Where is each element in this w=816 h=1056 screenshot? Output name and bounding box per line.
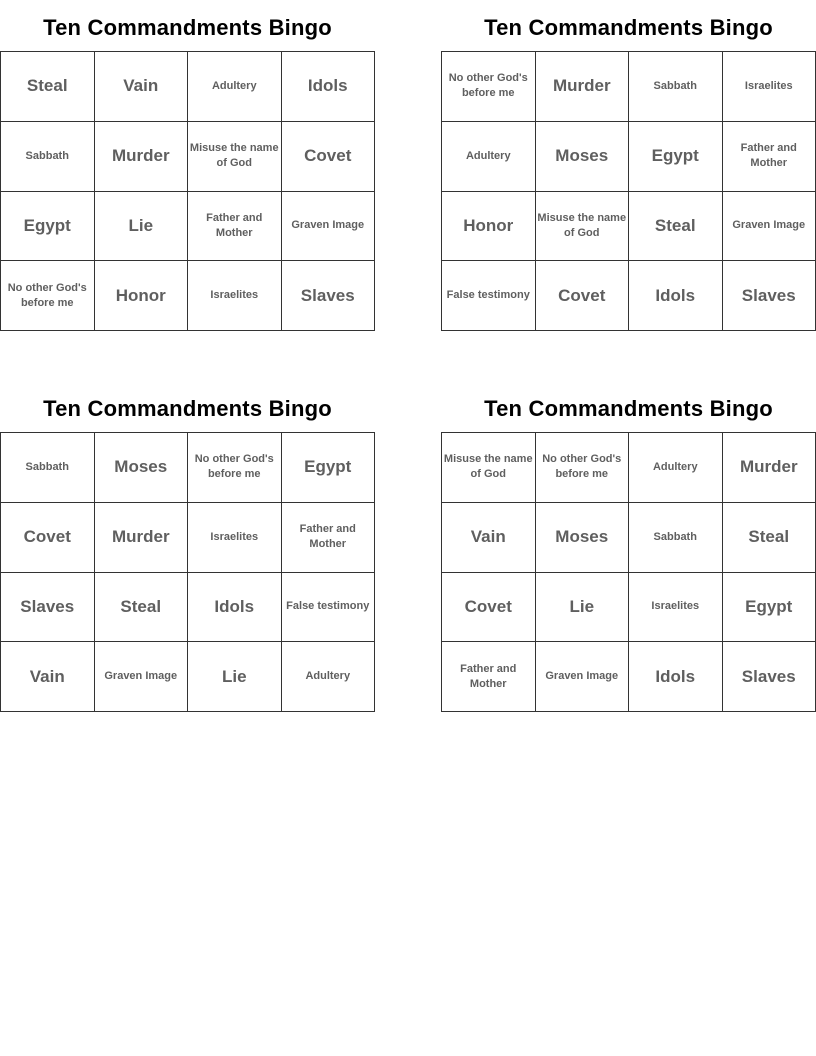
bingo-cell: Israelites [723,52,816,122]
bingo-cell: Steal [629,192,723,262]
bingo-cell: Father and Mother [282,503,376,573]
bingo-cell: Israelites [188,503,282,573]
bingo-cell: Sabbath [629,52,723,122]
bingo-cell: Honor [442,192,536,262]
bingo-cell: No other God's before me [1,261,95,331]
bingo-grid [441,432,816,712]
bingo-cell: Graven Image [282,192,376,262]
bingo-cell: Graven Image [723,192,816,262]
bingo-cell: Vain [1,642,95,712]
bingo-cell: Israelites [629,573,723,643]
bingo-cell: Sabbath [1,433,95,503]
bingo-cell: Adultery [629,433,723,503]
bingo-cell: Moses [95,433,189,503]
bingo-grid [441,51,816,331]
bingo-cell: Murder [95,503,189,573]
bingo-grid [0,51,375,331]
bingo-cell: Murder [536,52,630,122]
bingo-cell: Covet [442,573,536,643]
bingo-cell: Misuse the name of God [442,433,536,503]
bingo-grid [0,432,375,712]
bingo-cell: Egypt [629,122,723,192]
bingo-cell: Vain [95,52,189,122]
bingo-cell: Misuse the name of God [536,192,630,262]
bingo-cell: Covet [282,122,376,192]
bingo-cell: Egypt [723,573,816,643]
bingo-cell: Slaves [1,573,95,643]
bingo-cell: Sabbath [1,122,95,192]
bingo-cell: False testimony [282,573,376,643]
bingo-cell: Murder [723,433,816,503]
card-title: Ten Commandments Bingo [484,15,773,40]
bingo-cell: Adultery [442,122,536,192]
bingo-cell: Moses [536,122,630,192]
bingo-cell: Israelites [188,261,282,331]
bingo-cell: Adultery [188,52,282,122]
bingo-cell: Vain [442,503,536,573]
bingo-cell: Moses [536,503,630,573]
bingo-cell: Idols [188,573,282,643]
bingo-cell: Idols [629,642,723,712]
bingo-cell: Father and Mother [723,122,816,192]
bingo-cell: Steal [95,573,189,643]
bingo-cell: Lie [536,573,630,643]
bingo-cell: Covet [1,503,95,573]
bingo-cell: Honor [95,261,189,331]
bingo-cell: Lie [188,642,282,712]
bingo-cell: Sabbath [629,503,723,573]
bingo-cell: Steal [1,52,95,122]
bingo-cell: Graven Image [95,642,189,712]
bingo-cell: Idols [282,52,376,122]
bingo-cell: Egypt [282,433,376,503]
bingo-cell: Slaves [282,261,376,331]
bingo-cell: Steal [723,503,816,573]
bingo-cell: Father and Mother [188,192,282,262]
bingo-cell: Egypt [1,192,95,262]
bingo-cell: Slaves [723,642,816,712]
card-title: Ten Commandments Bingo [484,396,773,421]
card-title: Ten Commandments Bingo [43,15,332,40]
bingo-cell: Covet [536,261,630,331]
bingo-cell: No other God's before me [188,433,282,503]
bingo-cell: False testimony [442,261,536,331]
bingo-cell: Lie [95,192,189,262]
bingo-cell: No other God's before me [536,433,630,503]
bingo-cell: Slaves [723,261,816,331]
bingo-cell: Misuse the name of God [188,122,282,192]
bingo-cell: Idols [629,261,723,331]
bingo-cell: Father and Mother [442,642,536,712]
card-title: Ten Commandments Bingo [43,396,332,421]
bingo-cell: Murder [95,122,189,192]
bingo-cell: Graven Image [536,642,630,712]
bingo-cell: No other God's before me [442,52,536,122]
bingo-cell: Adultery [282,642,376,712]
